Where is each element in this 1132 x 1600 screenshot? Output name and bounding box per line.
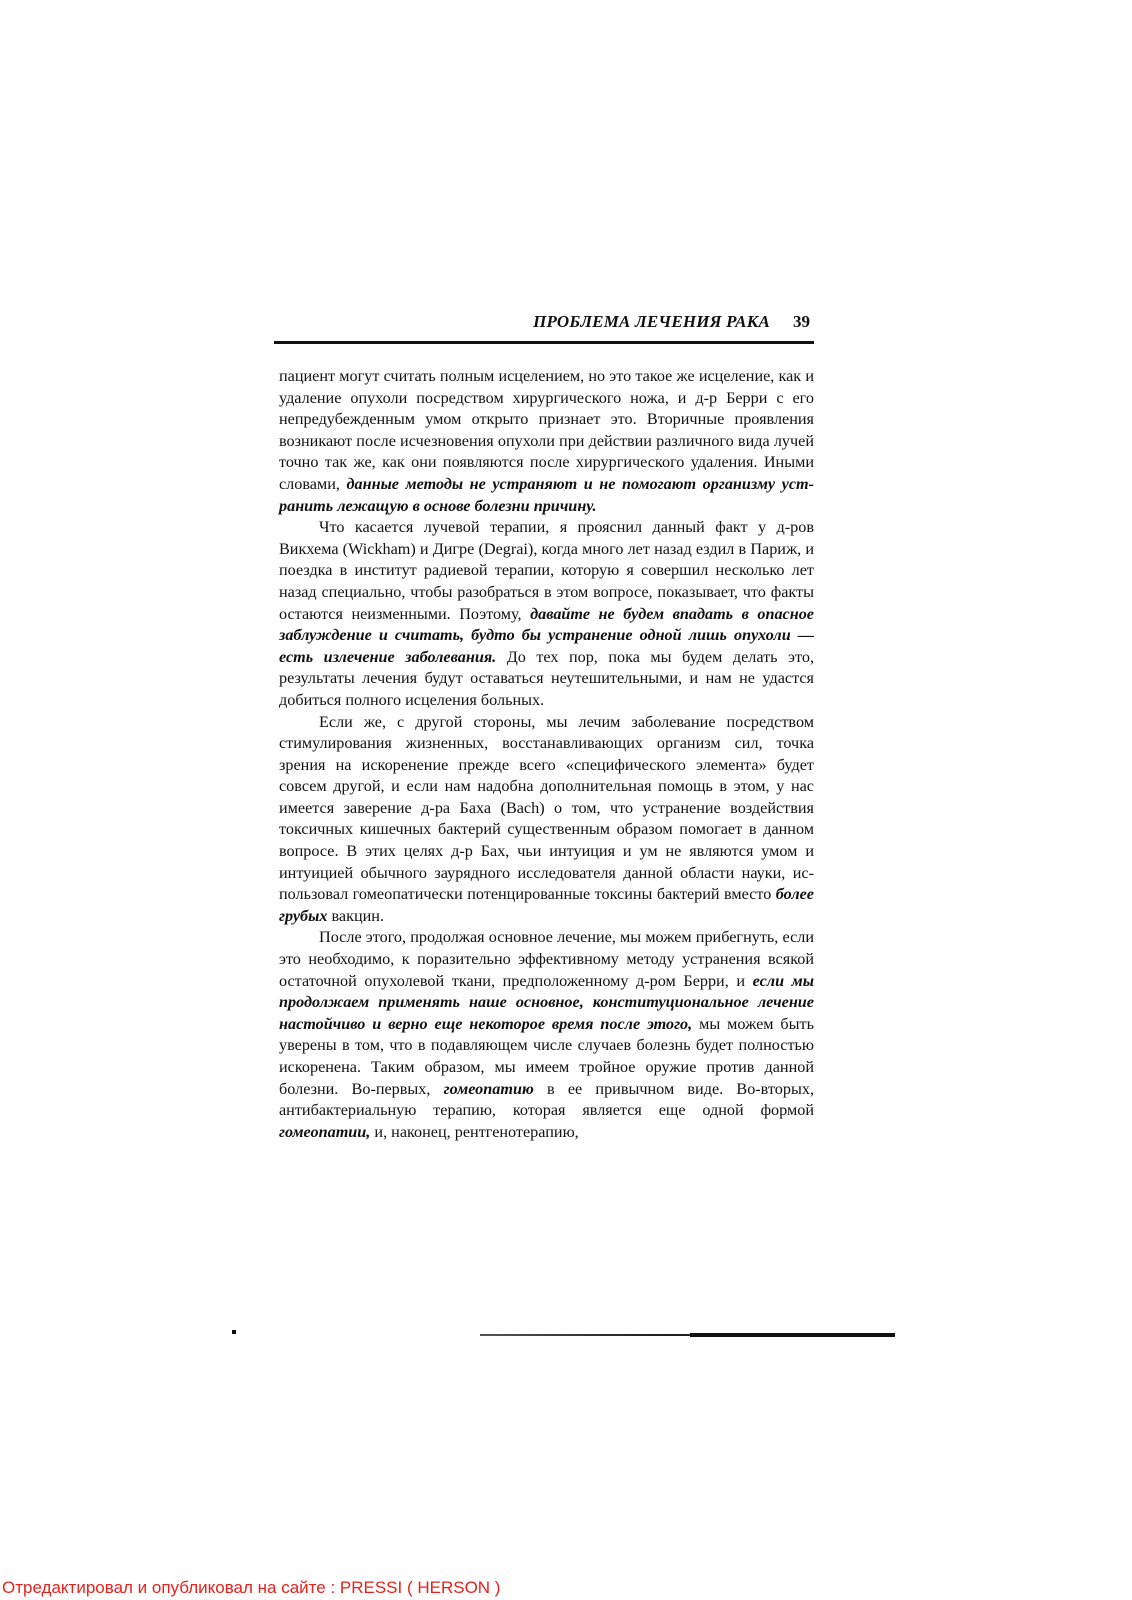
paragraph-1	[279, 366, 814, 517]
text-segment: Что касается лучевой терапии, я прояснил данный факт у д-ров Викхема (Wickham) и Дигре (Degrai), когда много лет назад ездил в Париж, и поездка в институт радиевой терапии, которую я совершил несколько лет назад специально, чтобы разобраться в этом вопросе, показывает, что факты остаются неизменными. Поэтому,	[279, 518, 814, 623]
text-segment: и, наконец, рентгенотерапию,	[370, 1122, 579, 1141]
header-rule	[274, 341, 814, 344]
emphasis-segment: гомеопатию	[443, 1079, 534, 1098]
emphasis-segment: данные методы не устраняют и не помогают организму устранить лежащую в основе болезни причину.	[279, 474, 814, 515]
text-segment: вакцин.	[327, 906, 385, 925]
running-header	[274, 312, 814, 342]
emphasis-segment: гомеопатии,	[279, 1122, 371, 1141]
page-number: 39	[793, 312, 810, 331]
paragraph-3	[279, 712, 814, 928]
text-segment: Если же, с другой стороны, мы лечим заболевание посредством стимулирования жизненных, восстанавливающих организм сил, точка зрения на искоренение прежде всего «специфического элемента» будет совсем другой, и если нам надобна дополнительная помощь в этом, у нас имеется заверение д-ра Баха (Bach) о том, что устранение воздействия токсичных кишечных бактерий существенным образом помогает в данном вопросе. В этих целях д-р Бах, чьи интуиция и ум не являются умом и интуицией обычного заурядного исследователя данной области науки, использовал гомеопатически потенцированные токсины бактерий вместо	[279, 712, 814, 904]
running-header-title: ПРОБЛЕМА ЛЕЧЕНИЯ РАКА	[533, 312, 770, 331]
watermark-text: Отредактировал и опубликовал на сайте : PRESSI ( HERSON )	[2, 1578, 501, 1597]
paragraph-2	[279, 517, 814, 711]
text-segment: в ее привычном виде. Во-вторых, антибактериальную терапию, которая является еще одной формой	[279, 1079, 814, 1120]
text-segment: После этого, продолжая основное лечение, мы можем прибегнуть, если это необходимо, к поразительно эффективному методу устранения всякой остаточной опухолевой ткани, предположенному д-ром Берри, и	[279, 928, 814, 990]
emphasis-segment: если мы продолжаем применять наше основное, конституциональное лечение настойчиво и верно еще некоторое время после этого,	[279, 971, 814, 1033]
footer-dot	[232, 1330, 236, 1334]
emphasis-segment: давайте не будем впадать в опасное заблуждение и считать, будто бы устранение одной лишь опухоли — есть излечение заболевания.	[279, 604, 814, 666]
emphasis-segment: более грубых	[279, 885, 814, 925]
paragraph-4	[279, 927, 814, 1143]
footer-rule-thick	[690, 1333, 895, 1337]
body-text	[279, 366, 814, 1143]
text-segment: мы можем быть уверены в том, что в подавляющем числе случаев болезнь будет полностью искоренена. Таким образом, мы имеем тройное оружие против данной болезни. Во-первых,	[279, 1014, 814, 1098]
text-segment: пациент могут считать полным исцелением, но это такое же исцеление, как и удаление опухоли посредством хирургического ножа, и д-р Берри с его непредубежденным умом открыто признает это. Вторичные проявления возникают после исчезновения опухоли при действии различного вида лучей точно так же, как они появляются после хирургического удаления. Иными словами,	[279, 367, 814, 493]
text-segment: До тех пор, пока мы будем делать это, результаты лечения будут оставаться неутешительными, и нам не удастся добиться полного исцеления больных.	[279, 647, 814, 709]
